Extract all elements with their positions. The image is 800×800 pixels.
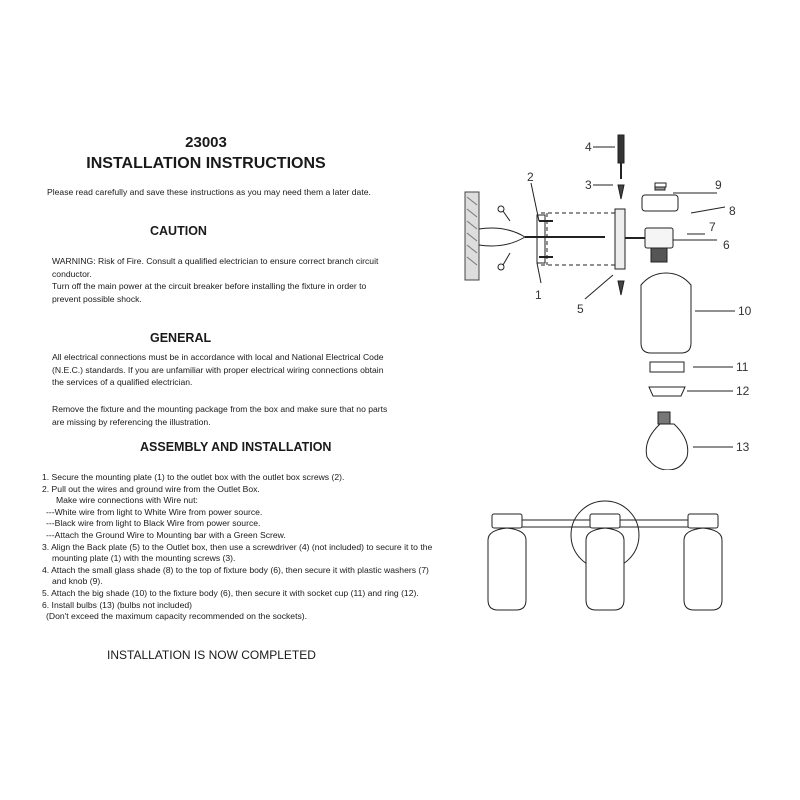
caution-line: WARNING: Risk of Fire. Consult a qualified electrician to ensure correct branch circuit: [52, 256, 379, 266]
assembly-step: (Don't exceed the maximum capacity recommended on the sockets).: [46, 611, 308, 622]
socket: [651, 248, 667, 262]
back-plate: [615, 209, 625, 269]
callout-7: 7: [709, 220, 716, 234]
general-line: the services of a qualified electrician.: [52, 377, 193, 388]
assembly-step: 6. Install bulbs (13) (bulbs not included): [42, 599, 192, 610]
screwdriver: [618, 135, 624, 163]
caution-line: prevent possible shock.: [52, 293, 142, 304]
general-text-2: [52, 403, 432, 428]
shade-right: [684, 514, 722, 610]
small-glass-shade: [642, 195, 678, 211]
callout-3: 3: [585, 178, 592, 192]
callout-6: 6: [723, 238, 730, 252]
callout-10: 10: [738, 304, 752, 318]
assembly-step: 4. Attach the small glass shade (8) to the top of fixture body (6), then secure it with plastic washers (7): [42, 564, 429, 575]
wall: [465, 192, 479, 280]
assembly-step: mounting plate (1) with the mounting screws (3).: [52, 553, 236, 564]
caution-line: Turn off the main power at the circuit breaker before installing the fixture in order to: [52, 281, 367, 292]
callout-2: 2: [527, 170, 534, 184]
general-line: are missing by referencing the illustration.: [52, 416, 211, 427]
mounting-screw: [618, 185, 624, 199]
intro-text: Please read carefully and save these instructions as you may need them a later date.: [47, 187, 371, 197]
general-line: (N.E.C.) standards. If you are unfamiliar with proper electrical wiring connections obtain: [52, 364, 384, 375]
assembly-step: 5. Attach the big shade (10) to the fixture body (6), then secure it with socket cup (11) and ring (12).: [42, 587, 419, 598]
assembly-step: Make wire connections with Wire nut:: [56, 495, 198, 506]
bulb: [646, 424, 688, 470]
outlet-box: [479, 228, 525, 246]
big-shade: [641, 273, 691, 353]
caution-heading: CAUTION: [150, 224, 207, 238]
callout-9: 9: [715, 178, 722, 192]
general-heading: GENERAL: [150, 331, 212, 345]
assembly-step: 2. Pull out the wires and ground wire from the Outlet Box.: [42, 483, 260, 494]
callout-8: 8: [729, 204, 736, 218]
callout-11: 11: [736, 360, 749, 374]
fixture-body: [645, 228, 673, 248]
socket-cup: [650, 362, 684, 372]
assembled-fixture-drawing: [480, 500, 730, 620]
assembly-step: 1. Secure the mounting plate (1) to the outlet box with the outlet box screws (2).: [42, 472, 345, 482]
caution-text: [52, 255, 432, 305]
general-text: [52, 351, 432, 389]
shade-center: [586, 514, 624, 610]
mounting-plate: [537, 215, 545, 263]
assembly-step: and knob (9).: [52, 576, 103, 587]
callout-13: 13: [736, 440, 750, 454]
caution-line: conductor.: [52, 268, 92, 279]
assembly-heading: ASSEMBLY AND INSTALLATION: [140, 440, 332, 454]
assembly-step: ---White wire from light to White Wire from power source.: [46, 506, 263, 517]
bulb-base: [658, 412, 670, 424]
shade-left: [488, 514, 526, 610]
assembly-step: ---Black wire from light to Black Wire from power source.: [46, 518, 261, 529]
callout-4: 4: [585, 140, 592, 154]
assembly-step: 3. Align the Back plate (5) to the Outlet box, then use a screwdriver (4) (not included) to secure it to the: [42, 541, 433, 552]
general-line: Remove the fixture and the mounting package from the box and make sure that no parts: [52, 404, 388, 414]
callout-12: 12: [736, 384, 750, 398]
wire-nuts: [503, 211, 510, 265]
exploded-parts-diagram: [455, 125, 800, 470]
general-line: All electrical connections must be in accordance with local and National Electrical Code: [52, 352, 384, 362]
page-title: INSTALLATION INSTRUCTIONS: [86, 155, 326, 172]
callout-5: 5: [577, 302, 584, 316]
assembly-steps: [42, 472, 472, 623]
model-number: 23003: [185, 134, 227, 151]
assembly-step: ---Attach the Ground Wire to Mounting bar with a Green Screw.: [46, 529, 286, 540]
completion-text: INSTALLATION IS NOW COMPLETED: [107, 648, 316, 662]
ring: [649, 387, 685, 396]
callout-1: 1: [535, 288, 542, 302]
